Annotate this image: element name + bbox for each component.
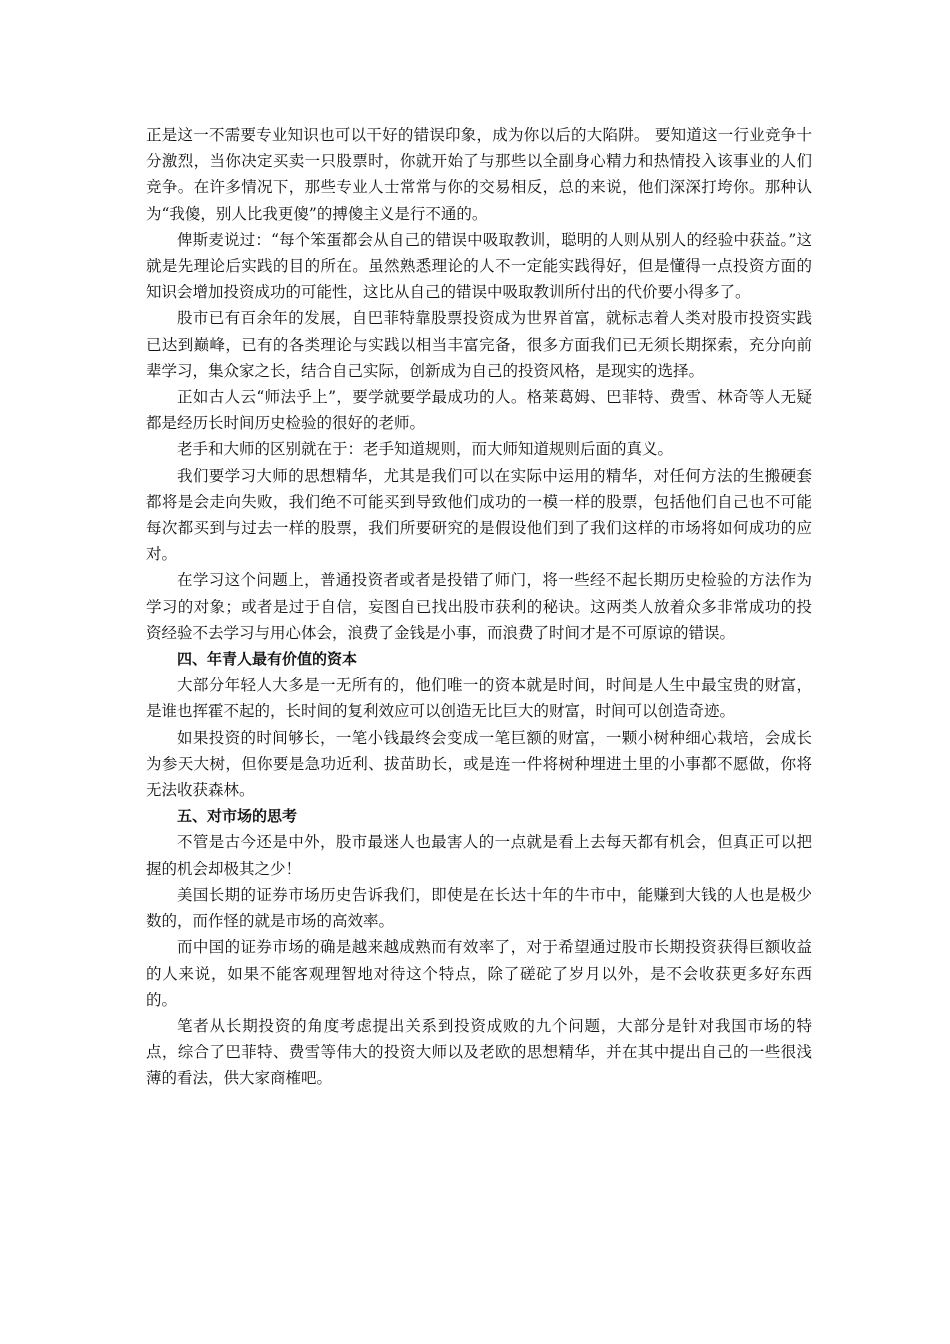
paragraph-2: 俾斯麦说过：“每个笨蛋都会从自己的错误中吸取教训，聪明的人则从别人的经验中获益。”这就是先理论后实践的目的所在。虽然熟悉理论的人不一定能实践得好，但是懂得一点投资方面的知识会增加投资成功的可能性，这比从自己的错误中吸取教训所付出的代价要小得多了。 — [146, 230, 812, 302]
paragraph-10: 不管是古今还是中外，股市最迷人也最害人的一点就是看上去每天都有机会，但真正可以把握的机会却极其之少！ — [146, 833, 812, 878]
paragraph-7: 在学习这个问题上，普通投资者或者是投错了师门，将一些经不起长期历史检验的方法作为学习的对象；或者是过于自信，妄图自已找出股市获利的秘诀。这两类人放着众多非常成功的投资经验不去学习与用心体会，浪费了金钱是小事，而浪费了时间才是不可原谅的错误。 — [146, 571, 812, 642]
paragraph-12: 而中国的证券市场的确是越来越成熟而有效率了，对于希望通过股市长期投资获得巨额收益的人来说，如果不能客观理智地对待这个特点，除了磋砣了岁月以外，是不会收获更多好东西的。 — [146, 938, 812, 1009]
paragraph-13: 笔者从长期投资的角度考虑提出关系到投资成败的九个问题，大部分是针对我国市场的特点，综合了巴菲特、费雪等伟大的投资大师以及老欧的思想精华，并在其中提出自己的一些很浅薄的看法，供大家商榷吧。 — [146, 1016, 812, 1088]
paragraph-9: 如果投资的时间够长，一笔小钱最终会变成一笔巨额的财富，一颗小树种细心栽培，会成长为参天大树，但你要是急功近利、拔苗助长，或是连一件将树种埋进土里的小事都不愿做，你将无法收获森林。 — [146, 728, 812, 800]
paragraph-11: 美国长期的证券市场历史告诉我们，即使是在长达十年的牛市中，能赚到大钱的人也是极少数的，而作怪的就是市场的高效率。 — [146, 885, 812, 931]
section-heading-5: 五、对市场的思考 — [177, 807, 298, 826]
section-heading-4: 四、年青人最有价值的资本 — [177, 650, 358, 669]
paragraph-5: 老手和大师的区别就在于：老手知道规则，而大师知道规则后面的真义。 — [177, 440, 674, 459]
paragraph-1: 正是这一不需要专业知识也可以干好的错误印象，成为你以后的大陷阱。 要知道这一行业竞争十分激烈，当你决定买卖一只股票时，你就开始了与那些以全副身心精力和热情投入该事业的人们竞争。在许多情况下，那些专业人士常常与你的交易相反，总的来说，他们深深打垮你。那种认为“我傻，别人比我更傻”的搏傻主义是行不通的。 — [146, 126, 812, 223]
document-page — [146, 122, 812, 1092]
paragraph-4: 正如古人云“师法乎上”，要学就要学最成功的人。格莱葛姆、巴菲特、费雪、林奇等人无疑都是经历长时间历史检验的很好的老师。 — [146, 388, 812, 433]
paragraph-8: 大部分年轻人大多是一无所有的，他们唯一的资本就是时间，时间是人生中最宝贵的财富，是谁也挥霍不起的，长时间的复利效应可以创造无比巨大的财富，时间可以创造奇迹。 — [146, 676, 812, 721]
paragraph-6: 我们要学习大师的思想精华，尤其是我们可以在实际中运用的精华，对任何方法的生搬硬套都将是会走向失败，我们绝不可能买到导致他们成功的一模一样的股票，包括他们自己也不可能每次都买到与过去一样的股票，我们所要研究的是假设他们到了我们这样的市场将如何成功的应对。 — [146, 466, 812, 564]
paragraph-3: 股市已有百余年的发展，自巴菲特靠股票投资成为世界首富，就标志着人类对股市投资实践已达到巅峰，已有的各类理论与实践以相当丰富完备，很多方面我们已无须长期探索，充分向前辈学习，集众家之长，结合自己实际，创新成为自己的投资风格，是现实的选择。 — [146, 309, 812, 380]
